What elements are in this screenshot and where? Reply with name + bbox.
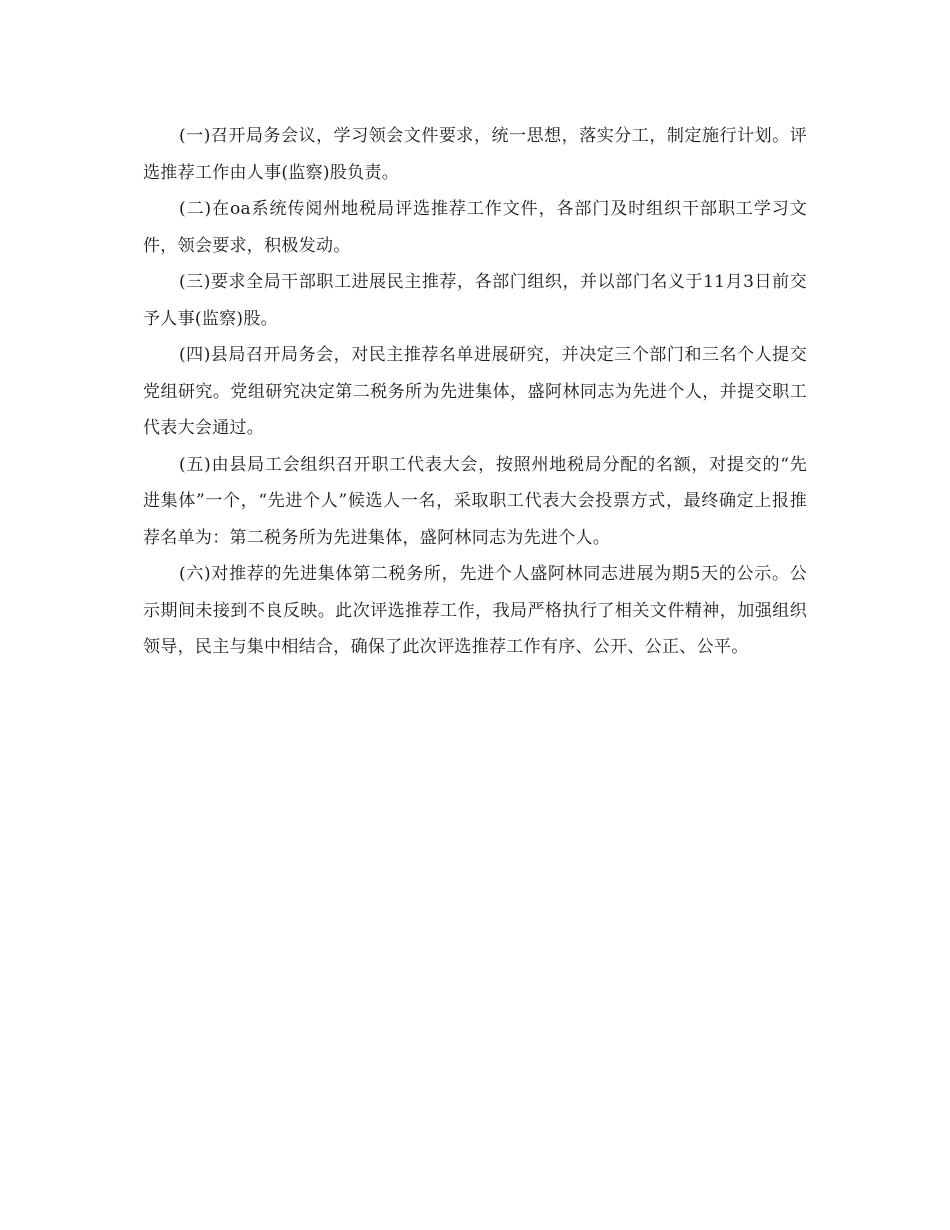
paragraph-6: (六)对推荐的先进集体第二税务所，先进个人盛阿林同志进展为期5天的公示。公示期间未接到不良反映。此次评选推荐工作，我局严格执行了相关文件精神，加强组织领导，民主与集中相结合，确保了此次评选推荐工作有序、公开、公正、公平。 [143, 564, 807, 657]
paragraph-3: (三)要求全局干部职工进展民主推荐，各部门组织，并以部门名义于11月3日前交予人事(监察)股。 [143, 272, 807, 329]
paragraph-2: (二)在oa系统传阅州地税局评选推荐工作文件，各部门及时组织干部职工学习文件，领会要求，积极发动。 [143, 199, 807, 256]
paragraph-5: (五)由县局工会组织召开职工代表大会，按照州地税局分配的名额，对提交的“先进集体”一个，“先进个人”候选人一名，采取职工代表大会投票方式，最终确定上报推荐名单为：第二税务所为先进集体，盛阿林同志为先进个人。 [143, 454, 807, 548]
paragraph-4: (四)县局召开局务会，对民主推荐名单进展研究，并决定三个部门和三名个人提交党组研究。党组研究决定第二税务所为先进集体，盛阿林同志为先进个人，并提交职工代表大会通过。 [143, 345, 807, 438]
document-body [143, 118, 807, 666]
paragraph-1: (一)召开局务会议，学习领会文件要求，统一思想，落实分工，制定施行计划。评选推荐工作由人事(监察)股负责。 [143, 126, 807, 183]
